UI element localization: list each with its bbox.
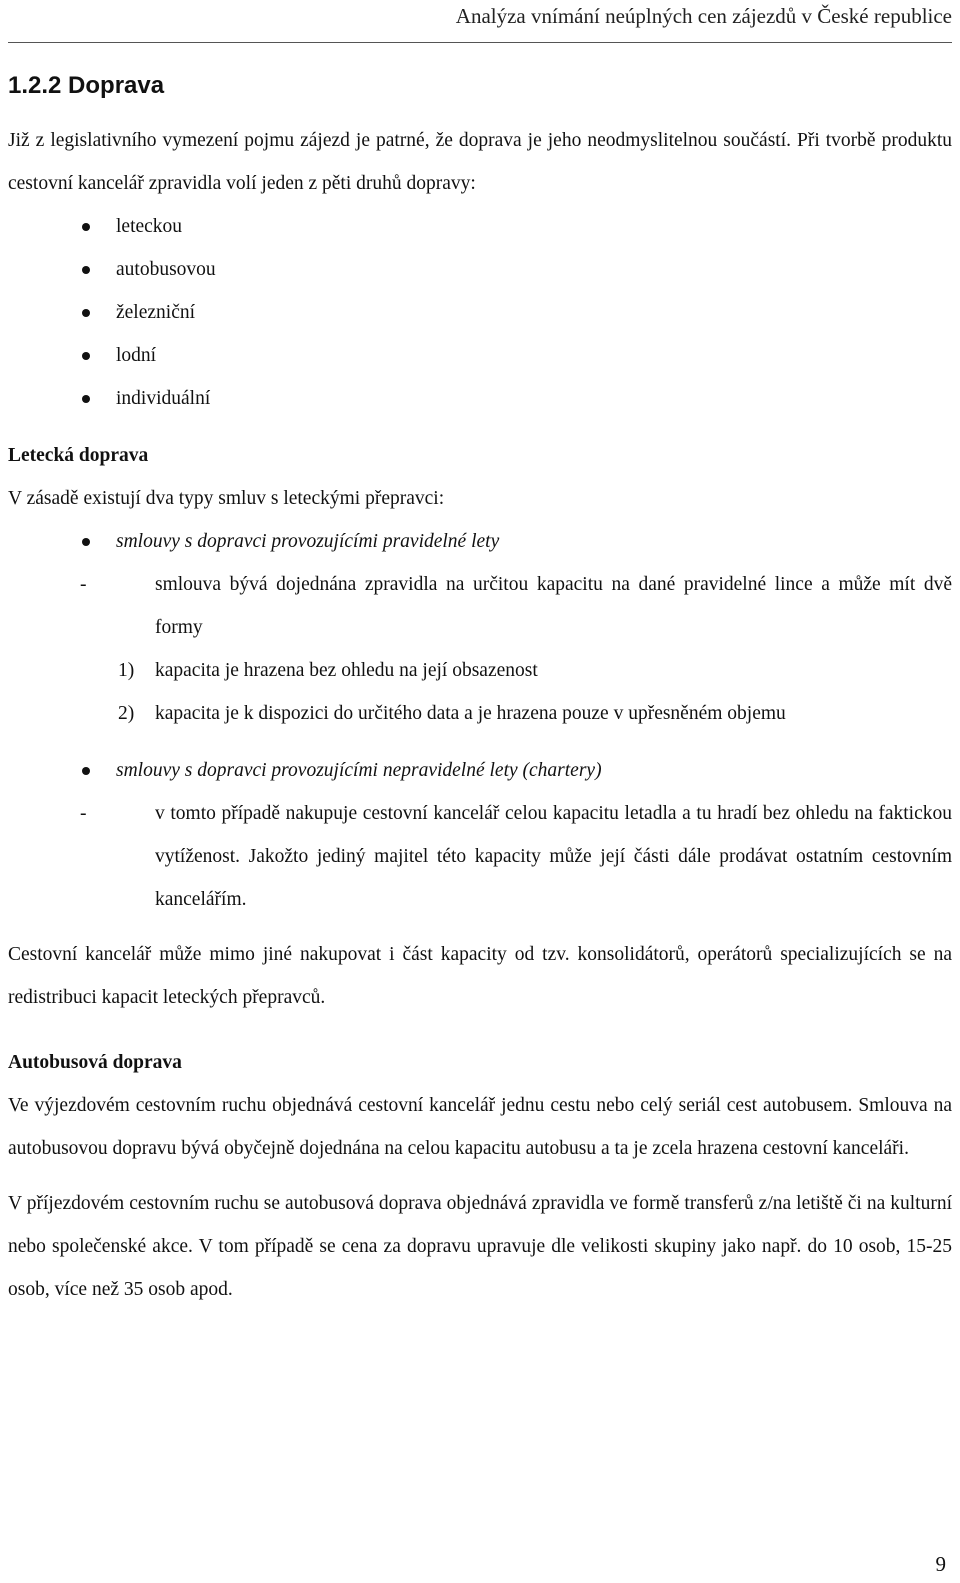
charter-dash-item: - v tomto případě nakupuje cestovní kancelář celou kapacitu letadla a tu hradí bez ohledu na faktickou vytíženost. Jakožto jediný majitel této kapacity může její části dále prodávat ostatním cestovním kancelářím. <box>8 792 952 921</box>
scheduled-form-1: 1) kapacita je hrazena bez ohledu na její obsazenost <box>8 649 952 692</box>
air-intro-paragraph: V zásadě existují dva typy smluv s leteckými přepravci: <box>8 487 445 509</box>
dash-marker: - <box>80 573 87 595</box>
bullet-icon <box>82 352 90 360</box>
bullet-icon <box>82 223 90 231</box>
dash-marker: - <box>80 802 87 824</box>
list-item-charter: smlouvy s dopravci provozujícími nepravidelné lety (chartery) <box>8 749 952 792</box>
bullet-icon <box>82 395 90 403</box>
bullet-icon <box>82 538 90 546</box>
air-transport-heading: Letecká doprava <box>8 444 149 466</box>
form-number: 1) <box>118 659 135 681</box>
page-content <box>8 72 952 1311</box>
running-header: Analýza vnímání neúplných cen zájezdů v České republice <box>455 4 952 28</box>
list-item: železniční <box>8 291 952 334</box>
bullet-icon <box>82 266 90 274</box>
bus-transport-heading: Autobusová doprava <box>8 1051 182 1073</box>
list-item: autobusovou <box>8 248 952 291</box>
scheduled-dash-item: - smlouva bývá dojednána zpravidla na určitou kapacitu na dané pravidelné lince a může mít dvě formy <box>8 563 952 649</box>
form-number: 2) <box>118 702 135 724</box>
header-divider <box>8 42 952 43</box>
list-item: individuální <box>8 377 952 420</box>
page-number: 9 <box>935 1552 946 1576</box>
list-item-scheduled: smlouvy s dopravci provozujícími pravidelné lety <box>8 520 952 563</box>
consolidators-paragraph: Cestovní kancelář může mimo jiné nakupovat i část kapacity od tzv. konsolidátorů, operátorů specializujících se na redistribuci kapacit leteckých přepravců. <box>8 943 952 1008</box>
section-heading: 1.2.2 Doprava <box>8 72 165 99</box>
list-item: lodní <box>8 334 952 377</box>
scheduled-form-2: 2) kapacita je k dispozici do určitého data a je hrazena pouze v upřesněném objemu <box>8 692 952 735</box>
bus-paragraph-2: V příjezdovém cestovním ruchu se autobusová doprava objednává zpravidla ve formě transferů z/na letiště či na kulturní nebo společenské akce. V tom případě se cena za dopravu upravuje dle velikosti skupiny jako např. do 10 osob, 15-25 osob, více než 35 osob apod. <box>8 1192 952 1300</box>
transport-types-list <box>8 205 952 420</box>
bullet-icon <box>82 767 90 775</box>
air-contracts-list-2 <box>8 749 952 792</box>
intro-paragraph: Již z legislativního vymezení pojmu zájezd je patrné, že doprava je jeho neodmyslitelnou součástí. Při tvorbě produktu cestovní kancelář zpravidla volí jeden z pěti druhů dopravy: <box>8 129 952 194</box>
list-item: leteckou <box>8 205 952 248</box>
air-contracts-list <box>8 520 952 563</box>
bus-paragraph-1: Ve výjezdovém cestovním ruchu objednává cestovní kancelář jednu cestu nebo celý seriál cest autobusem. Smlouva na autobusovou dopravu bývá obyčejně dojednána na celou kapacitu autobusu a ta je zcela hrazena cestovní kanceláři. <box>8 1094 952 1159</box>
bullet-icon <box>82 309 90 317</box>
